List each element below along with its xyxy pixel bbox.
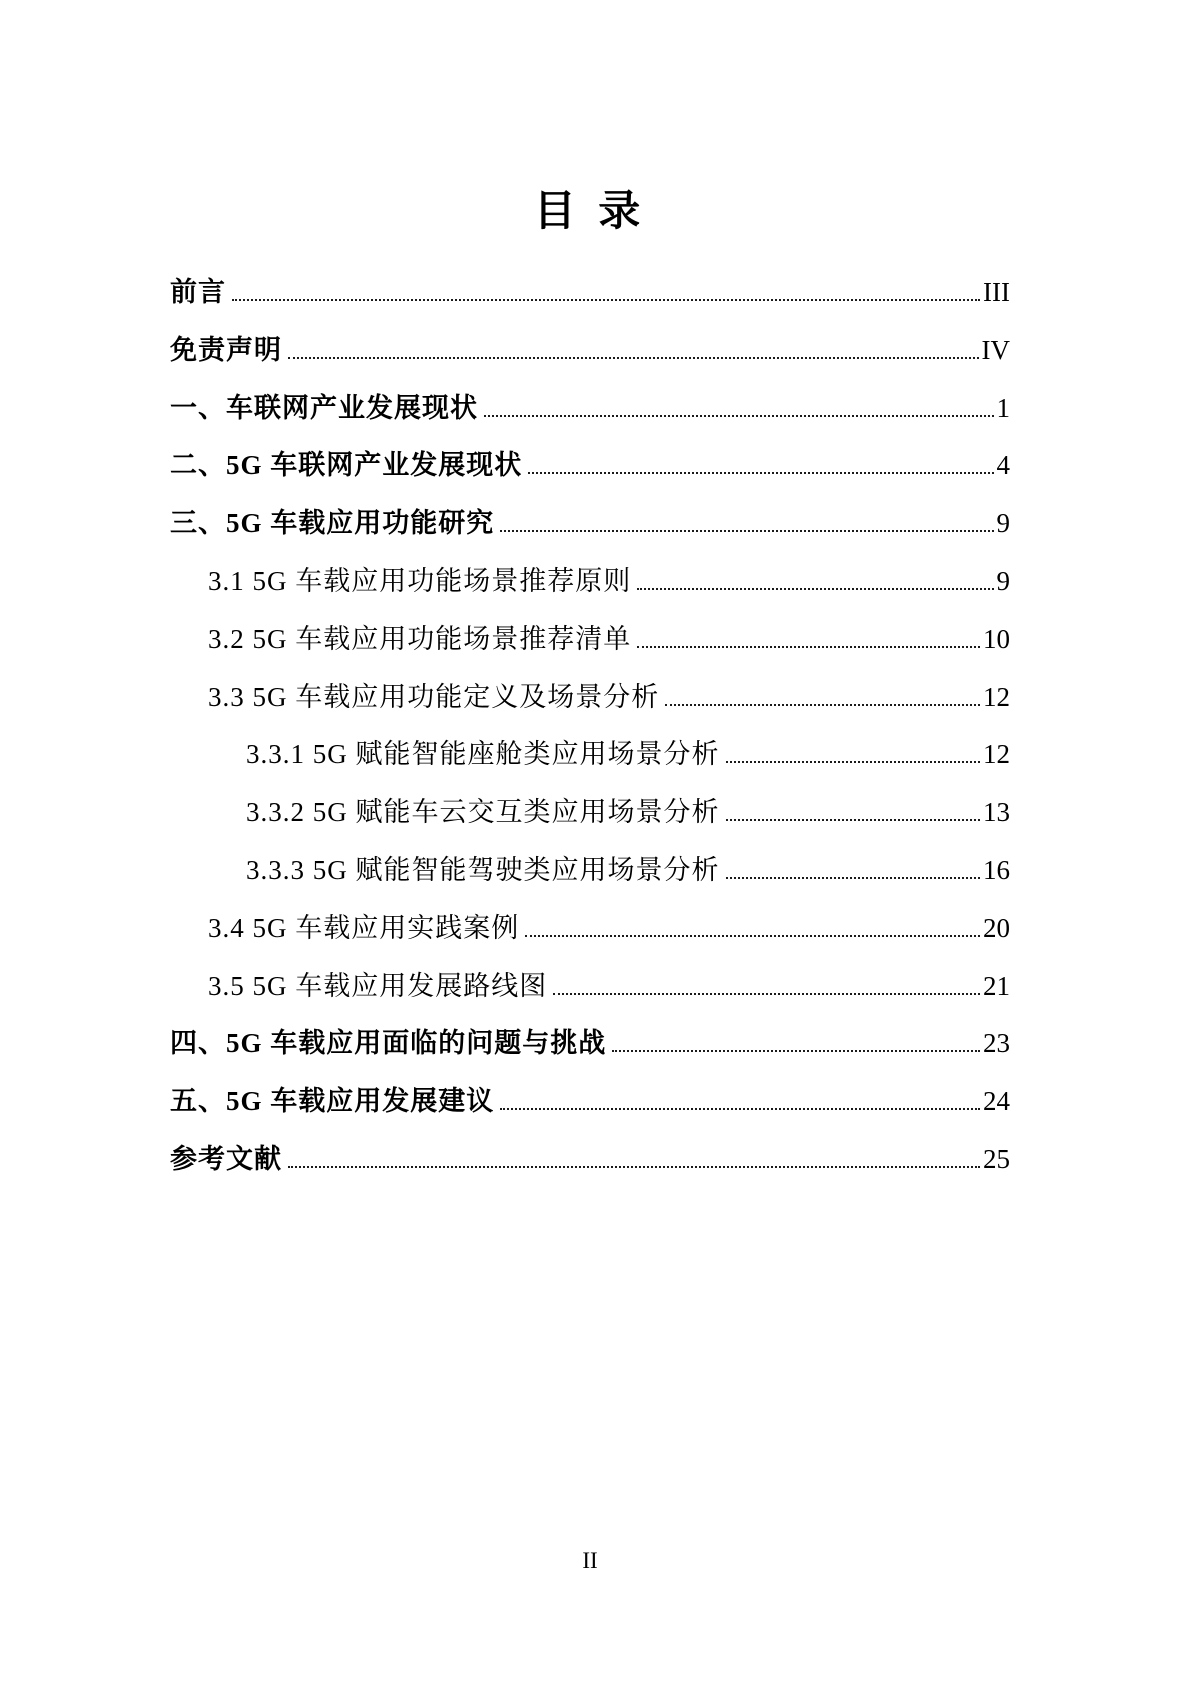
dot-leader xyxy=(525,931,980,937)
toc-entry-label: 3.4 5G 车载应用实践案例 xyxy=(208,912,520,943)
toc-entry-page-number: 21 xyxy=(983,970,1010,1001)
toc-entry-page-number: III xyxy=(983,277,1010,307)
toc-entry-page-number: 23 xyxy=(983,1028,1010,1059)
toc-entry[interactable] xyxy=(170,380,1010,438)
toc-entry-label: 五、5G 车载应用发展建议 xyxy=(170,1086,495,1117)
toc-entry-label: 3.2 5G 车载应用功能场景推荐清单 xyxy=(208,623,632,654)
toc-entry-page-number: 24 xyxy=(983,1086,1010,1117)
page-title: 目 录 xyxy=(533,189,647,235)
dot-leader xyxy=(637,642,980,648)
dot-leader xyxy=(726,815,981,821)
toc-entry[interactable] xyxy=(208,611,1010,669)
dot-leader xyxy=(665,700,980,706)
toc-entry-page-number: 1 xyxy=(996,392,1010,423)
dot-leader xyxy=(500,1104,980,1110)
toc-entry[interactable] xyxy=(246,842,1010,900)
dot-leader xyxy=(288,1162,980,1168)
toc-entry[interactable] xyxy=(170,495,1010,553)
toc-entry-label: 一、车联网产业发展现状 xyxy=(170,392,478,423)
toc-entry[interactable] xyxy=(246,726,1010,784)
footer-page-number: II xyxy=(582,1548,598,1573)
toc-entry-label: 3.5 5G 车载应用发展路线图 xyxy=(208,970,548,1001)
toc-entry-page-number: 9 xyxy=(996,508,1010,539)
dot-leader xyxy=(612,1046,980,1052)
toc-entry-page-number: 13 xyxy=(983,797,1010,828)
toc-entry[interactable] xyxy=(208,669,1010,727)
toc-entry[interactable] xyxy=(208,900,1010,958)
toc-entry-page-number: 25 xyxy=(983,1143,1010,1174)
toc-entry[interactable] xyxy=(170,264,1010,322)
dot-leader xyxy=(232,295,980,301)
toc-entry-label: 3.3.1 5G 赋能智能座舱类应用场景分析 xyxy=(246,739,720,770)
dot-leader xyxy=(726,873,981,879)
toc-entry[interactable] xyxy=(170,322,1010,380)
toc-entry-label: 二、5G 车联网产业发展现状 xyxy=(170,450,523,481)
toc-entry[interactable] xyxy=(170,1131,1010,1189)
toc-entry-page-number: 10 xyxy=(983,623,1010,654)
toc-entry[interactable] xyxy=(246,784,1010,842)
toc-entry-page-number: 4 xyxy=(996,450,1010,481)
dot-leader xyxy=(528,468,993,474)
toc-list xyxy=(170,264,1010,1189)
toc-entry-page-number: 12 xyxy=(983,681,1010,712)
toc-entry-label: 三、5G 车载应用功能研究 xyxy=(170,508,495,539)
toc-entry-page-number: 20 xyxy=(983,912,1010,943)
toc-entry-page-number: 16 xyxy=(983,854,1010,885)
toc-entry[interactable] xyxy=(170,1015,1010,1073)
dot-leader xyxy=(637,584,993,590)
dot-leader xyxy=(484,411,994,417)
toc-entry-page-number: IV xyxy=(981,334,1010,365)
toc-entry-label: 3.3.2 5G 赋能车云交互类应用场景分析 xyxy=(246,797,720,828)
toc-entry-label: 免责声明 xyxy=(170,334,282,365)
toc-entry-page-number: 9 xyxy=(996,565,1010,596)
toc-entry-label: 3.3 5G 车载应用功能定义及场景分析 xyxy=(208,681,660,712)
toc-content xyxy=(170,188,1010,1189)
dot-leader xyxy=(726,757,981,763)
toc-entry[interactable] xyxy=(170,1073,1010,1131)
dot-leader xyxy=(288,353,979,359)
toc-entry-label: 四、5G 车载应用面临的问题与挑战 xyxy=(170,1028,607,1059)
toc-entry-label: 前言 xyxy=(170,277,226,307)
toc-entry-label: 3.3.3 5G 赋能智能驾驶类应用场景分析 xyxy=(246,854,720,885)
toc-entry[interactable] xyxy=(208,553,1010,611)
dot-leader xyxy=(500,526,993,532)
toc-entry[interactable] xyxy=(208,958,1010,1016)
toc-entry-label: 参考文献 xyxy=(170,1143,282,1174)
toc-entry-label: 3.1 5G 车载应用功能场景推荐原则 xyxy=(208,565,632,596)
toc-entry-page-number: 12 xyxy=(983,739,1010,770)
toc-entry[interactable] xyxy=(170,437,1010,495)
dot-leader xyxy=(553,989,980,995)
